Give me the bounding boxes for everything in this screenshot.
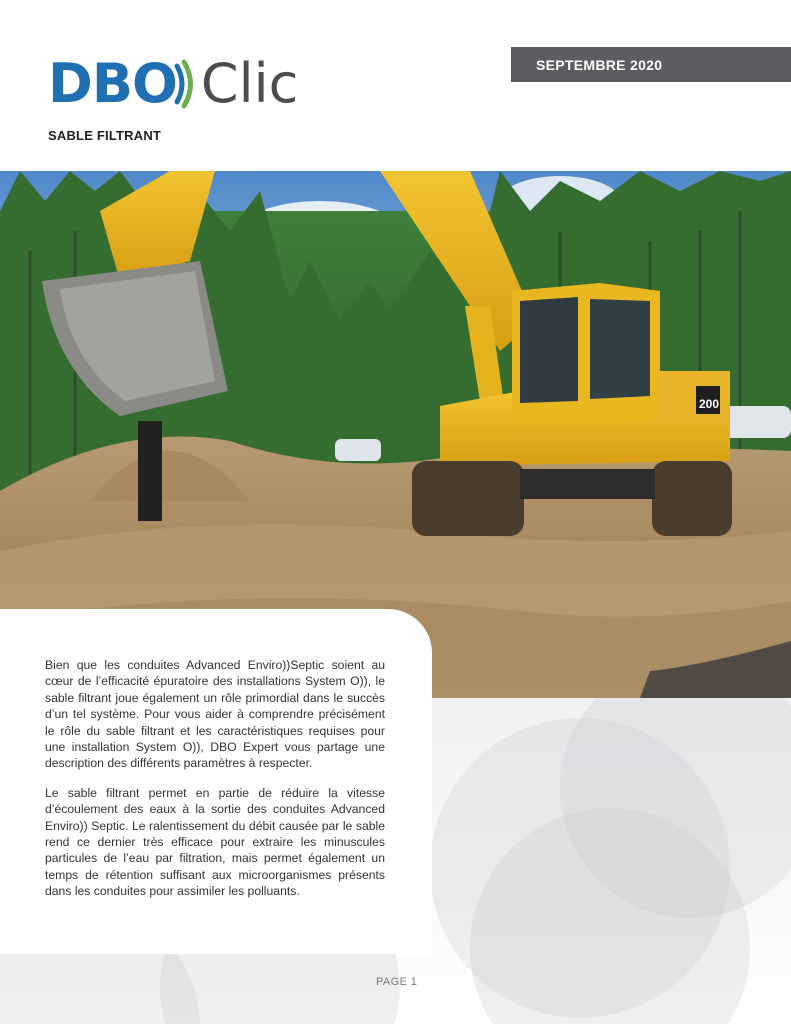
excavator-number: 200 (699, 397, 720, 411)
date-banner (511, 47, 791, 82)
dbo-clic-logo (48, 54, 298, 114)
page-number: PAGE 1 (376, 976, 418, 988)
article-paragraph-1: Bien que les conduites Advanced Enviro))Septic soient au cœur de l’efficacité épuratoire des installations System O)), le sable filtrant joue également un rôle primordial dans le succès d’un tel système. Pour vous aider à comprendre précisément le rôle du sable filtrant et les caractéristiques requises pour une installation System O)), DBO Expert vous partage une description des différents paramètres à respecter. (45, 658, 385, 771)
article-paragraph-2: Le sable filtrant permet en partie de réduire la vitesse d’écoulement des eaux à la sortie des conduites Advanced Enviro)) Septic. Le ralentissement du débit causée par le sable rend ce dernier très efficace pour extraire les minuscules particules de l’eau par filtration, mais permet également un temps de rétention suffisant aux microorganismes présents dans les conduites pour assimiler les polluants. (45, 785, 385, 899)
document-subtitle: SABLE FILTRANT (48, 128, 162, 143)
date-label: SEPTEMBRE 2020 (536, 56, 663, 73)
logo-dbo-text: DBO (48, 52, 177, 115)
article-body (45, 657, 385, 913)
logo-waves-icon (173, 56, 199, 112)
logo-clic-text: Clic (200, 52, 299, 115)
